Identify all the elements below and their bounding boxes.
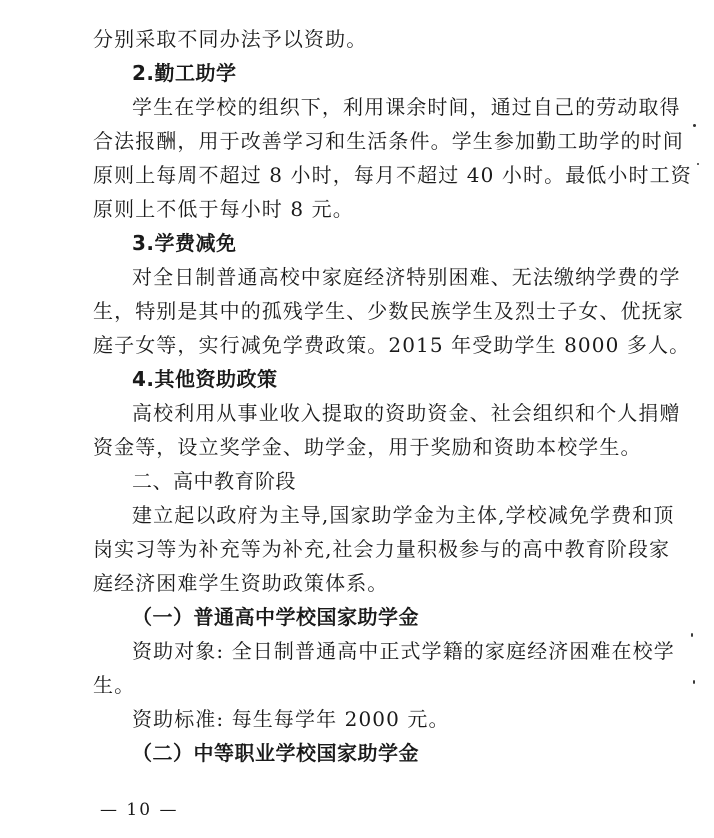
- paragraph-line: 庭子女等，实行减免学费政策。2015 年受助学生 8000 多人。: [93, 333, 691, 357]
- paragraph-line: 原则上每周不超过 8 小时，每月不超过 40 小时。最低小时工资: [93, 163, 692, 187]
- paragraph-line: 生，特别是其中的孤残学生、少数民族学生及烈士子女、优抚家: [93, 299, 684, 323]
- section-heading-tuition-waiver: 3.学费减免: [132, 231, 237, 255]
- paragraph-line: 庭经济困难学生资助政策体系。: [93, 571, 389, 595]
- paragraph-line: 学生在学校的组织下，利用课余时间，通过自己的劳动取得: [132, 95, 681, 119]
- section-heading-other-policies: 4.其他资助政策: [132, 367, 278, 391]
- subsection-heading-vocational-school: （二）中等职业学校国家助学金: [132, 741, 419, 765]
- paragraph-line: 资金等，设立奖学金、助学金，用于奖励和资助本校学生。: [93, 435, 642, 459]
- section-heading-work-study: 2.勤工助学: [132, 61, 237, 85]
- chapter-heading-high-school: 二、高中教育阶段: [132, 469, 296, 493]
- scan-speck: [693, 124, 696, 127]
- scan-speck: [693, 680, 695, 684]
- paragraph-line: 岗实习等为补充等为补充,社会力量积极参与的高中教育阶段家: [93, 537, 671, 561]
- paragraph-line: 生。: [93, 673, 136, 697]
- subsection-heading-general-high-school: （一）普通高中学校国家助学金: [132, 605, 419, 629]
- scan-speck: [691, 633, 693, 637]
- paragraph-line: 原则上不低于每小时 8 元。: [93, 197, 354, 221]
- paragraph-line: 建立起以政府为主导,国家助学金为主体,学校减免学费和顶: [132, 503, 675, 527]
- paragraph-line: 资助对象: 全日制普通高中正式学籍的家庭经济困难在校学: [132, 639, 675, 663]
- paragraph-line: 对全日制普通高校中家庭经济特别困难、无法缴纳学费的学: [132, 265, 681, 289]
- paragraph-line: 分别采取不同办法予以资助。: [93, 27, 368, 51]
- scan-speck: [697, 163, 699, 165]
- paragraph-line: 资助标准: 每生每学年 2000 元。: [132, 707, 450, 731]
- page-number: — 10 —: [100, 800, 179, 820]
- paragraph-line: 高校利用从事业收入提取的资助资金、社会组织和个人捐赠: [132, 401, 681, 425]
- paragraph-line: 合法报酬，用于改善学习和生活条件。学生参加勤工助学的时间: [93, 129, 684, 153]
